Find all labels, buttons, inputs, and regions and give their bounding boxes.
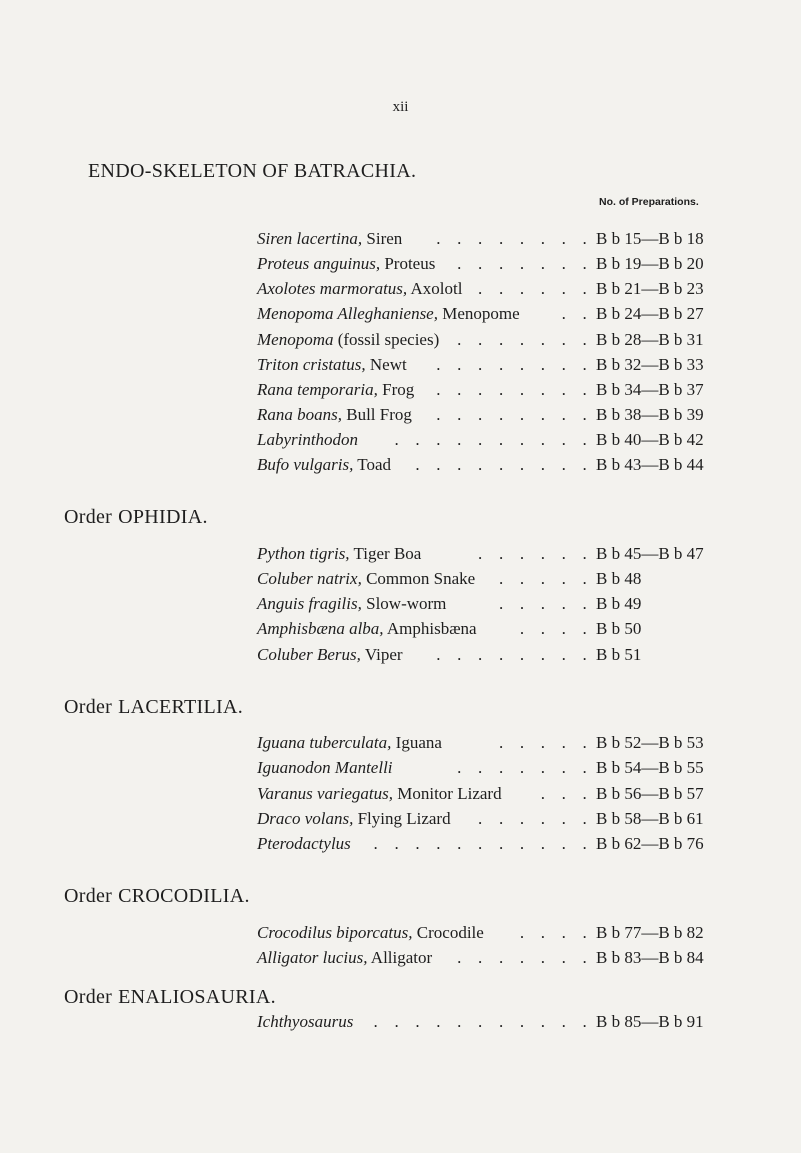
preparation-number: B b 45—B b 47 xyxy=(596,544,704,563)
order-heading-crocodilia xyxy=(64,885,250,908)
scientific-name: Menopoma xyxy=(257,330,334,349)
list-item xyxy=(257,329,719,351)
scientific-name: Pterodactylus xyxy=(257,834,351,853)
order-name: LACERTILIA. xyxy=(118,696,243,718)
common-name: Menopome xyxy=(437,304,520,323)
dot-leader: . . . . . . . xyxy=(457,758,593,777)
scientific-name: Coluber Berus, xyxy=(257,645,361,664)
scientific-name: Labyrinthodon xyxy=(257,430,359,449)
dot-leader: . . . . . xyxy=(498,569,593,588)
common-name: Common Snake xyxy=(361,569,476,588)
scientific-name: Proteus anguinus, xyxy=(257,254,381,273)
entry-name xyxy=(257,644,403,666)
entry-name xyxy=(257,404,412,426)
scientific-name: Ichthyosaurus xyxy=(257,1012,354,1031)
scientific-name: Iguana tuberculata, xyxy=(257,733,392,752)
page-number: xii xyxy=(392,99,409,115)
dot-leader: . . . . . . xyxy=(478,809,593,828)
scientific-name: Rana temporaria, xyxy=(257,380,378,399)
common-name: Tiger Boa xyxy=(349,544,422,563)
list-item xyxy=(257,228,719,250)
dot-leader: . . . . . . . . . . xyxy=(394,430,593,449)
preparation-number: B b 32—B b 33 xyxy=(596,355,704,374)
dot-leader: . . . xyxy=(540,784,593,803)
order-heading-lacertilia xyxy=(64,696,243,719)
scientific-name: Crocodilus biporcatus, xyxy=(257,923,413,942)
dot-leader: . . . . . . xyxy=(478,279,593,298)
list-item xyxy=(257,568,719,590)
dot-leader: . . . . . . . . xyxy=(436,380,593,399)
scientific-name: Anguis fragilis, xyxy=(257,594,362,613)
list-item xyxy=(257,922,719,944)
order-name: ENALIOSAURIA. xyxy=(118,986,276,1008)
common-name: Viper xyxy=(360,645,403,664)
list-item xyxy=(257,1011,719,1033)
common-name: Bull Frog xyxy=(342,405,412,424)
list-item xyxy=(257,644,719,666)
scientific-name: Python tigris, xyxy=(257,544,350,563)
dot-leader: . . . . . xyxy=(498,733,593,752)
dot-leader: . . . . . . xyxy=(478,544,593,563)
dot-leader: . . . . . . . . xyxy=(436,405,593,424)
list-item xyxy=(257,429,719,451)
entry-name xyxy=(257,833,351,855)
preparation-number: B b 51 xyxy=(596,645,642,664)
common-name: Newt xyxy=(365,355,407,374)
entry-name xyxy=(257,593,446,615)
entry-name xyxy=(257,1011,353,1033)
common-name: Monitor Lizard xyxy=(393,784,502,803)
common-name: Siren xyxy=(362,229,403,248)
list-item xyxy=(257,404,719,426)
common-name: Slow-worm xyxy=(361,594,447,613)
entry-name xyxy=(257,429,358,451)
common-name: Toad xyxy=(353,455,392,474)
preparation-number: B b 38—B b 39 xyxy=(596,405,704,424)
dot-leader: . . . . . . . xyxy=(457,254,593,273)
order-name: OPHIDIA. xyxy=(118,506,208,528)
list-item xyxy=(257,454,719,476)
entry-name xyxy=(257,568,475,590)
entry-name xyxy=(257,922,484,944)
common-name: Iguana xyxy=(391,733,442,752)
preparation-number: B b 28—B b 31 xyxy=(596,330,704,349)
column-header: No. of Preparations. xyxy=(599,196,699,208)
scientific-name: Iguanodon Mantelli xyxy=(257,758,393,777)
common-name: Frog xyxy=(377,380,415,399)
common-name: Axolotl xyxy=(407,279,463,298)
list-item xyxy=(257,593,719,615)
entry-name xyxy=(257,228,402,250)
dot-leader: . . . . . . . . . . . xyxy=(373,834,593,853)
dot-leader: . . . . . . . . xyxy=(436,645,593,664)
entry-name xyxy=(257,253,435,275)
preparation-number: B b 83—B b 84 xyxy=(596,948,704,967)
scientific-name: Rana boans, xyxy=(257,405,342,424)
entry-name xyxy=(257,379,414,401)
list-item xyxy=(257,278,719,300)
preparation-number: B b 85—B b 91 xyxy=(596,1012,704,1031)
preparation-number: B b 43—B b 44 xyxy=(596,455,704,474)
dot-leader: . . . . . . . . . . . xyxy=(373,1012,593,1031)
entry-name xyxy=(257,454,391,476)
dot-leader: . . . . . . . . xyxy=(436,355,593,374)
list-item xyxy=(257,253,719,275)
common-name: Amphisbæna xyxy=(383,619,477,638)
preparation-number: B b 62—B b 76 xyxy=(596,834,704,853)
section-title: ENDO-SKELETON OF BATRACHIA. xyxy=(88,160,417,182)
scientific-name: Coluber natrix, xyxy=(257,569,362,588)
preparation-number: B b 40—B b 42 xyxy=(596,430,704,449)
preparation-number: B b 24—B b 27 xyxy=(596,304,704,323)
entry-name xyxy=(257,354,407,376)
common-name: Proteus xyxy=(380,254,436,273)
entry-name xyxy=(257,947,432,969)
scientific-name: Alligator lucius, xyxy=(257,948,368,967)
order-name: CROCODILIA. xyxy=(118,885,250,907)
order-heading-ophidia xyxy=(64,506,208,529)
list-item xyxy=(257,732,719,754)
preparation-number: B b 50 xyxy=(596,619,642,638)
list-item xyxy=(257,543,719,565)
entry-name xyxy=(257,278,462,300)
list-item xyxy=(257,354,719,376)
entry-name xyxy=(257,329,439,351)
list-item xyxy=(257,833,719,855)
scientific-name: Axolotes marmoratus, xyxy=(257,279,408,298)
dot-leader: . . . . . . . xyxy=(457,330,593,349)
order-label: Order xyxy=(64,885,113,907)
list-item xyxy=(257,783,719,805)
entry-name xyxy=(257,757,393,779)
dot-leader: . . . . . . . xyxy=(457,948,593,967)
list-item xyxy=(257,618,719,640)
dot-leader: . . . . . . . . xyxy=(436,229,593,248)
common-name: (fossil species) xyxy=(333,330,440,349)
list-item xyxy=(257,379,719,401)
preparation-number: B b 58—B b 61 xyxy=(596,809,704,828)
preparation-number: B b 48 xyxy=(596,569,642,588)
preparation-number: B b 56—B b 57 xyxy=(596,784,704,803)
order-label: Order xyxy=(64,506,113,528)
dot-leader: . . . . . xyxy=(498,594,593,613)
entry-name xyxy=(257,808,451,830)
entry-name xyxy=(257,543,421,565)
list-item xyxy=(257,303,719,325)
scientific-name: Varanus variegatus, xyxy=(257,784,393,803)
entry-name xyxy=(257,732,442,754)
dot-leader: . . . . xyxy=(519,923,593,942)
order-heading-enaliosauria xyxy=(64,986,276,1009)
entry-name xyxy=(257,303,520,325)
list-item xyxy=(257,808,719,830)
scientific-name: Draco volans, xyxy=(257,809,354,828)
dot-leader: . . . . . . . . . xyxy=(415,455,593,474)
scientific-name: Menopoma Alleghaniense, xyxy=(257,304,438,323)
list-item xyxy=(257,757,719,779)
preparation-number: B b 54—B b 55 xyxy=(596,758,704,777)
preparation-number: B b 77—B b 82 xyxy=(596,923,704,942)
scientific-name: Triton cristatus, xyxy=(257,355,366,374)
preparation-number: B b 34—B b 37 xyxy=(596,380,704,399)
common-name: Flying Lizard xyxy=(353,809,451,828)
preparation-number: B b 21—B b 23 xyxy=(596,279,704,298)
dot-leader: . . . . xyxy=(519,619,593,638)
order-label: Order xyxy=(64,986,113,1008)
entry-name xyxy=(257,618,477,640)
scientific-name: Bufo vulgaris, xyxy=(257,455,354,474)
common-name: Crocodile xyxy=(412,923,484,942)
scientific-name: Amphisbæna alba, xyxy=(257,619,384,638)
entry-name xyxy=(257,783,502,805)
preparation-number: B b 49 xyxy=(596,594,642,613)
preparation-number: B b 19—B b 20 xyxy=(596,254,704,273)
preparation-number: B b 15—B b 18 xyxy=(596,229,704,248)
preparation-number: B b 52—B b 53 xyxy=(596,733,704,752)
scientific-name: Siren lacertina, xyxy=(257,229,363,248)
dot-leader: . . xyxy=(561,304,593,323)
common-name: Alligator xyxy=(367,948,433,967)
order-label: Order xyxy=(64,696,113,718)
list-item xyxy=(257,947,719,969)
